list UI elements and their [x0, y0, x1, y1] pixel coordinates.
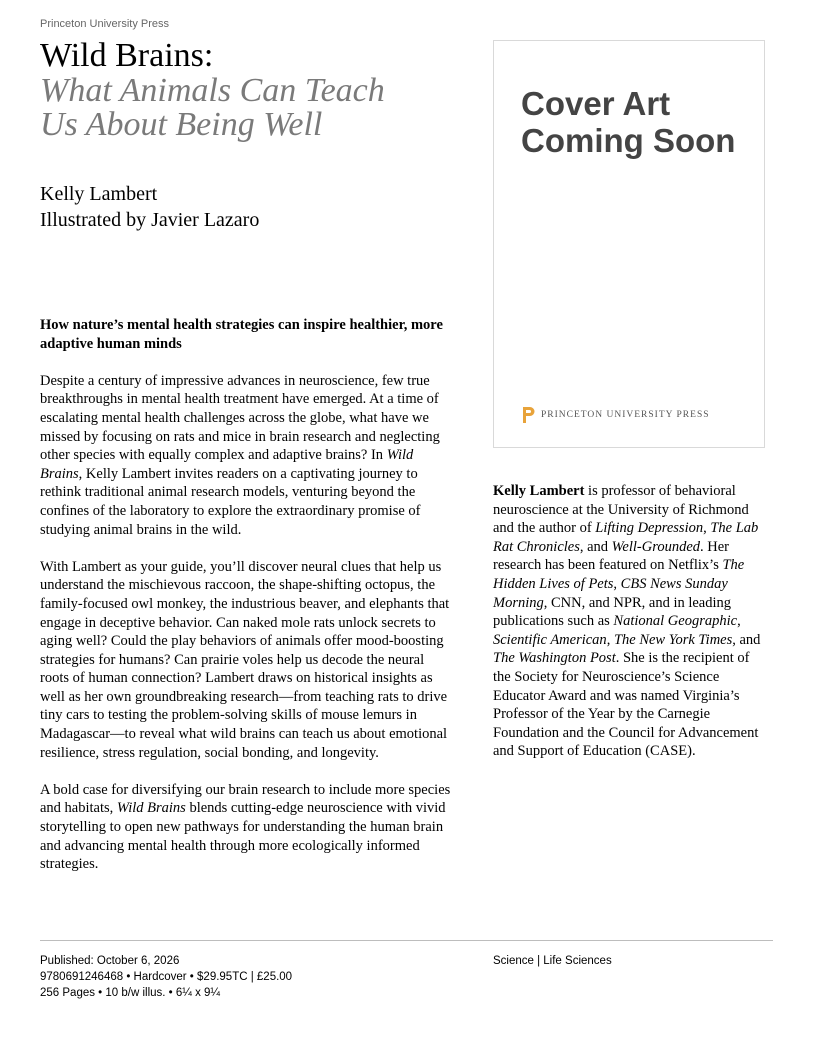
- cover-placeholder-text: Cover Art Coming Soon: [521, 85, 736, 159]
- description-paragraph-2: With Lambert as your guide, you’ll discover neural clues that help us understand the mischievous raccoon, the shape-shifting octopus, the family-focused owl monkey, the industrious beaver, and elephants that engage in deceptive behavior. Can naked mole rats unlock secrets to aging well? Could the play behaviors of animals offer mood-boosting strategies for humans? Can prairie voles help us decode the neural roots of human connection? Lambert draws on historical insights as well as her own groundbreaking research—from teaching rats to drive tiny cars to testing the problem-solving skills of mouse lemurs in Madagascar—to reveal what wild brains can teach us about emotional resilience, stress regulation, social bonding, and longevity.: [40, 558, 450, 761]
- page-count: 256 Pages • 10 b/w illus. • 6¼ x 9¼: [40, 987, 221, 999]
- subtitle-line: What Animals Can Teach: [40, 72, 385, 109]
- isbn-price: 9780691246468 • Hardcover • $29.95TC | £25.00: [40, 971, 293, 983]
- logo-wordmark: PRINCETON UNIVERSITY PRESS: [541, 410, 710, 420]
- publication-details: [40, 953, 292, 1001]
- publication-date: Published: October 6, 2026: [40, 955, 180, 967]
- description: [40, 316, 460, 892]
- subject-category: Science | Life Sciences: [493, 955, 612, 967]
- description-paragraph-1: Despite a century of impressive advances in neuroscience, few true breakthroughs in mental health treatment have emerged. At a time of escalating mental health challenges across the globe, what have we missed by focusing on rats and mice in brain research and neglecting other species with equally complex and adaptive brains? In Wild Brains, Kelly Lambert invites readers on a captivating journey to rethink traditional animal research models, venturing beyond the confines of the laboratory to explore the extraordinary promise of studying animal brains in the wild.: [40, 372, 440, 538]
- book-subtitle: [40, 74, 460, 142]
- illustrator-credit: Illustrated by Javier Lazaro: [40, 209, 260, 231]
- publisher-logo: [521, 406, 710, 424]
- subtitle-line: Us About Being Well: [40, 106, 323, 143]
- cover-placeholder: [493, 40, 765, 448]
- book-title: Wild Brains:: [40, 37, 214, 74]
- tagline: How nature’s mental health strategies can inspire healthier, more adaptive human minds: [40, 317, 443, 352]
- author-bio: Kelly Lambert is professor of behavioral neuroscience at the University of Richmond and the author of Lifting Depression, The Lab Rat Chronicles, and Well-Grounded. Her research has been featured on Netflix’s The Hidden Lives of Pets, CBS News Sunday Morning, CNN, and NPR, and in leading publications such as National Geographic, Scientific American, The New York Times, and The Washington Post. She is the recipient of the Society for Neuroscience’s Science Educator Award and was named Virginia’s Professor of the Year by the Carnegie Foundation and the Council for Advancement and Support of Education (CASE).: [493, 483, 761, 760]
- title-block: [40, 38, 460, 142]
- princeton-logo-icon: [521, 406, 535, 424]
- author-name: Kelly Lambert: [40, 183, 158, 205]
- author-block: [40, 181, 259, 233]
- description-paragraph-3: A bold case for diversifying our brain research to include more species and habitats, Wild Brains blends cutting-edge neuroscience with vivid storytelling to open new pathways for understanding the human brain and advancing mental health through more ecologically informed strategies.: [40, 781, 451, 873]
- publisher-name: Princeton University Press: [40, 18, 169, 30]
- footer-divider: [40, 940, 773, 941]
